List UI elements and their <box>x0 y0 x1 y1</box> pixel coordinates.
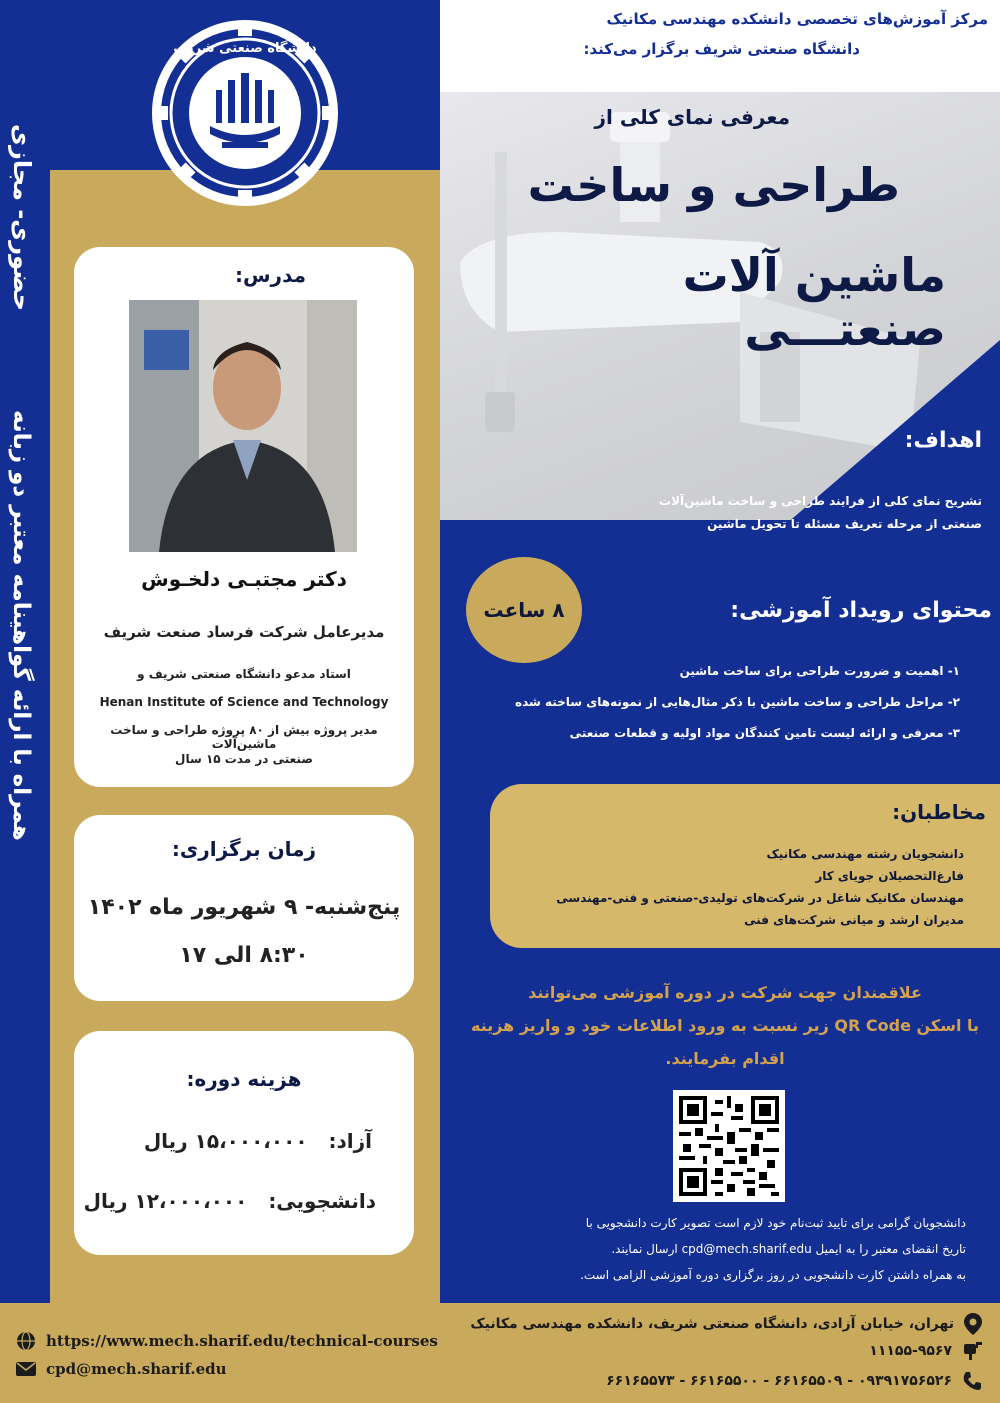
schedule-card <box>74 815 414 1001</box>
footer-email[interactable]: cpd@mech.sharif.edu <box>46 1360 227 1378</box>
footer-phones: ۰۹۳۹۱۷۵۶۵۲۶ - ۶۶۱۶۵۵۰۹ - ۶۶۱۶۵۵۰۰ - ۶۶۱۶۵۵۷۳ <box>606 1373 952 1389</box>
teacher-affiliation-1: استاد مدعو دانشگاه صنعتی شریف و <box>137 667 351 681</box>
person-photo-icon <box>129 300 357 552</box>
cost-student-label: دانشجویی: <box>268 1189 376 1213</box>
cost-free-label: آزاد: <box>328 1129 372 1153</box>
qr-code-icon <box>679 1096 779 1196</box>
cost-student-value: ۱۲،۰۰۰،۰۰۰ ریال <box>83 1189 248 1213</box>
register-line-3: اقدام بفرمایند. <box>665 1049 785 1068</box>
register-line-1: علاقمندان جهت شرکت در دوره آموزشی می‌توانند <box>528 983 922 1002</box>
certificate-text: همراه با ارائه گواهینامه معتبر دو زبانه <box>8 410 34 841</box>
title-line-2: ماشین آلات صنعتـــی <box>682 248 946 356</box>
hours-badge <box>466 557 582 663</box>
vertical-strip <box>0 110 48 1303</box>
cost-heading: هزینه دوره: <box>186 1067 302 1091</box>
goals-heading: اهداف: <box>904 428 982 453</box>
cost-student-row <box>84 1189 376 1213</box>
audience-heading: مخاطبان: <box>892 800 986 824</box>
title-line-1: طراحی و ساخت <box>527 158 900 212</box>
hours-text: ۸ ساعت <box>483 598 565 622</box>
students-note-1: دانشجویان گرامی برای تایید ثبت‌نام خود لازم است تصویر کارت دانشجویی با <box>585 1216 966 1230</box>
students-note-2: تاریخ انقضای معتبر را به ایمیل cpd@mech.sharif.edu ارسال نمایند. <box>611 1242 966 1256</box>
logo-ring-text: دانشگاه صنعتی شریف <box>173 41 317 56</box>
schedule-time: ۸:۳۰ الی ۱۷ <box>179 943 309 968</box>
register-line-2: با اسکن QR Code زیر نسبت به ورود اطلاعات خود و واریز هزینه <box>470 1016 980 1035</box>
intro-text: معرفی نمای کلی از <box>594 105 790 129</box>
teacher-experience-2: صنعتی در مدت ۱۵ سال <box>175 752 313 766</box>
audience-item-4: مدیران ارشد و میانی شرکت‌های فنی <box>744 913 964 927</box>
cost-free-row <box>144 1129 372 1153</box>
phone-icon <box>962 1371 982 1391</box>
footer-postal: ۱۱۱۵۵-۹۵۶۷ <box>869 1343 952 1359</box>
qr-code[interactable] <box>673 1090 785 1202</box>
schedule-date: پنج‌شنبه- ۹ شهریور ماه ۱۴۰۲ <box>87 895 401 920</box>
content-item-2: ۲- مراحل طراحی و ساخت ماشین با ذکر مثال‌هایی از نمونه‌های ساخته شده <box>514 695 960 709</box>
teacher-affiliation-2: Henan Institute of Science and Technology <box>99 695 389 709</box>
teacher-name: دکتر مجتبـی دلخـوش <box>141 567 347 591</box>
teacher-heading: مدرس: <box>234 263 306 287</box>
header-line-1: مرکز آموزش‌های تخصصی دانشکده مهندسی مکانیک <box>606 10 988 28</box>
header-line-2: دانشگاه صنعتی شریف برگزار می‌کند: <box>583 40 860 58</box>
audience-item-2: فارغ‌التحصیلان جویای کار <box>815 869 964 883</box>
footer-address-row <box>470 1313 982 1335</box>
footer-email-row[interactable] <box>16 1360 227 1378</box>
envelope-icon <box>16 1361 36 1377</box>
content-heading: محتوای رویداد آموزشی: <box>730 598 992 623</box>
cost-free-value: ۱۵،۰۰۰،۰۰۰ ریال <box>143 1129 308 1153</box>
goals-line-1: تشریح نمای کلی از فرایند طراحی و ساخت ماشین‌آلات <box>659 494 982 508</box>
audience-item-3: مهندسان مکانیک شاغل در شرکت‌های تولیدی-صنعتی و فنی-مهندسی <box>556 891 964 905</box>
globe-icon <box>16 1331 36 1351</box>
sharif-logo-icon <box>150 18 340 208</box>
footer-website[interactable]: https://www.mech.sharif.edu/technical-courses <box>46 1332 438 1350</box>
postbox-icon <box>962 1342 982 1360</box>
footer-website-row[interactable] <box>16 1331 438 1351</box>
footer-address: تهران، خیابان آزادی، دانشگاه صنعتی شریف، دانشکده مهندسی مکانیک <box>470 1316 954 1332</box>
location-pin-icon <box>964 1313 982 1335</box>
schedule-heading: زمان برگزاری: <box>171 837 317 861</box>
students-note-3: به همراه داشتن کارت دانشجویی در روز برگزاری دوره آموزشی الزامی است. <box>580 1268 966 1282</box>
university-logo <box>150 18 340 208</box>
audience-item-1: دانشجویان رشته مهندسی مکانیک <box>766 847 964 861</box>
goals-line-2: صنعتی از مرحله تعریف مسئله تا تحویل ماشین <box>707 517 982 531</box>
cost-card <box>74 1031 414 1255</box>
mode-text: حضوری- مجازی <box>8 124 36 312</box>
footer-postal-row <box>869 1342 982 1360</box>
teacher-experience-1: مدیر پروژه بیش از ۸۰ پروژه طراحی و ساخت ماشین‌آلات <box>110 723 378 751</box>
teacher-photo <box>129 300 357 552</box>
teacher-role: مدیرعامل شرکت فرساد صنعت شریف <box>103 623 385 641</box>
content-item-3: ۳- معرفی و ارائه لیست تامین کنندگان مواد اولیه و قطعات صنعتی <box>569 726 960 740</box>
teacher-card <box>74 247 414 787</box>
footer-phones-row <box>606 1371 982 1391</box>
content-item-1: ۱- اهمیت و ضرورت طراحی برای ساخت ماشین <box>679 664 960 678</box>
